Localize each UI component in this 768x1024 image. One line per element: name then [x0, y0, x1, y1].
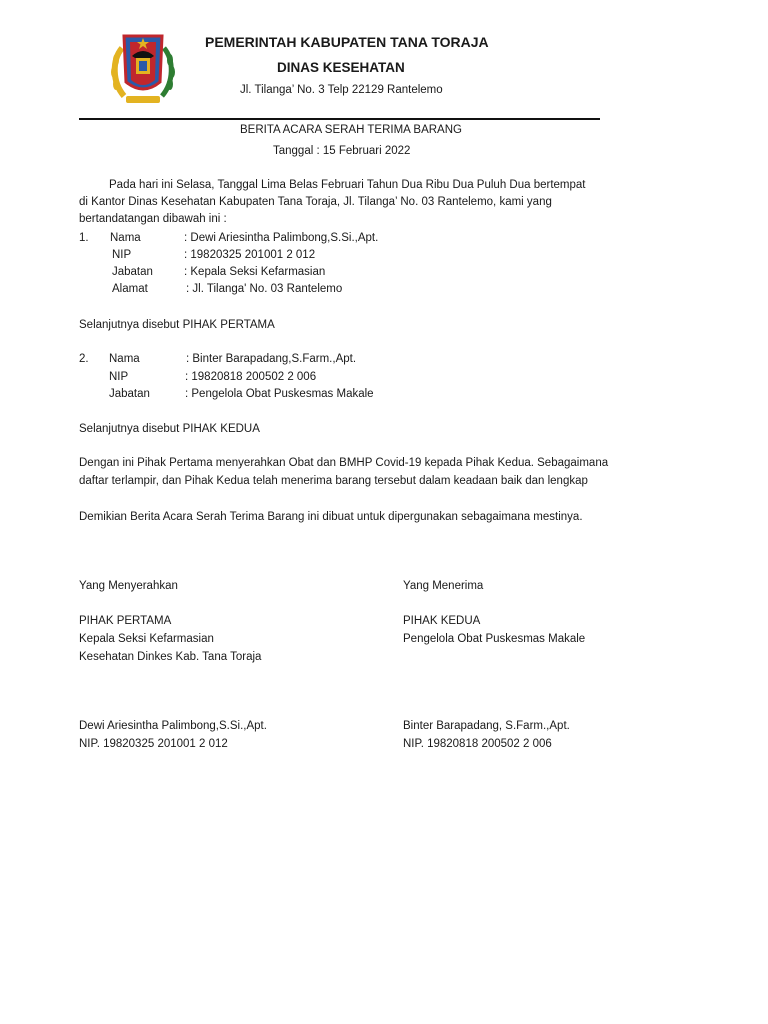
party2-value-nip: : 19820818 200502 2 006	[185, 371, 317, 383]
body-paragraph-line: daftar terlampir, dan Pihak Kedua telah menerima barang tersebut dalam keadaan baik dan lengkap	[79, 475, 588, 487]
party1-value-nip: : 19820325 201001 2 012	[184, 249, 316, 261]
party1-label-alamat: Alamat	[112, 283, 148, 295]
regency-emblem-logo	[108, 30, 178, 108]
header-address: Jl. Tilanga’ No. 3 Telp 22129 Rantelemo	[240, 84, 443, 96]
signature-left-position: Kepala Seksi Kefarmasian	[79, 633, 214, 645]
party2-value-nama: : Binter Barapadang,S.Farm.,Apt.	[186, 353, 357, 365]
party1-label-nip: NIP	[112, 249, 132, 261]
party1-label-jabatan: Jabatan	[112, 266, 153, 278]
intro-line: di Kantor Dinas Kesehatan Kabupaten Tana Toraja, Jl. Tilanga’ No. 03 Rantelemo, kami yang	[79, 196, 552, 208]
intro-line: bertandatangan dibawah ini :	[79, 213, 227, 225]
document-title: BERITA ACARA SERAH TERIMA BARANG	[240, 124, 462, 136]
party1-value-jabatan: : Kepala Seksi Kefarmasian	[184, 266, 326, 278]
party2-label-nama: Nama	[109, 353, 140, 365]
document-date: Tanggal : 15 Februari 2022	[273, 145, 411, 157]
signature-right-heading: Yang Menerima	[403, 580, 484, 592]
body-paragraph-line: Dengan ini Pihak Pertama menyerahkan Obat dan BMHP Covid-19 kepada Pihak Kedua. Sebagaimana	[79, 457, 609, 469]
party1-number: 1.	[79, 232, 89, 244]
signature-left-name: Dewi Ariesintha Palimbong,S.Si.,Apt.	[79, 720, 267, 732]
signature-right-position: Pengelola Obat Puskesmas Makale	[403, 633, 586, 645]
signature-right-name: Binter Barapadang, S.Farm.,Apt.	[403, 720, 570, 732]
party2-designation: Selanjutnya disebut PIHAK KEDUA	[79, 423, 260, 435]
signature-left-position-cont: Kesehatan Dinkes Kab. Tana Toraja	[79, 651, 262, 663]
signature-right-role: PIHAK KEDUA	[403, 615, 481, 627]
signature-left-nip: NIP. 19820325 201001 2 012	[79, 738, 228, 750]
party2-label-jabatan: Jabatan	[109, 388, 150, 400]
signature-left-role: PIHAK PERTAMA	[79, 615, 172, 627]
header-government-title: PEMERINTAH KABUPATEN TANA TORAJA	[205, 34, 489, 50]
closing-statement: Demikian Berita Acara Serah Terima Barang ini dibuat untuk dipergunakan sebagaimana mestinya.	[79, 511, 583, 523]
signature-left-heading: Yang Menyerahkan	[79, 580, 178, 592]
party1-value-nama: : Dewi Ariesintha Palimbong,S.Si.,Apt.	[184, 232, 379, 244]
party2-label-nip: NIP	[109, 371, 129, 383]
party1-value-alamat: : Jl. Tilanga' No. 03 Rantelemo	[186, 283, 343, 295]
party1-label-nama: Nama	[110, 232, 141, 244]
header-department-title: DINAS KESEHATAN	[277, 60, 405, 75]
party2-number: 2.	[79, 353, 89, 365]
party1-designation: Selanjutnya disebut PIHAK PERTAMA	[79, 319, 275, 331]
signature-right-nip: NIP. 19820818 200502 2 006	[403, 738, 552, 750]
intro-line: Pada hari ini Selasa, Tanggal Lima Belas Februari Tahun Dua Ribu Dua Puluh Dua bertempat	[109, 179, 586, 191]
party2-value-jabatan: : Pengelola Obat Puskesmas Makale	[185, 388, 374, 400]
header-divider	[79, 118, 600, 120]
